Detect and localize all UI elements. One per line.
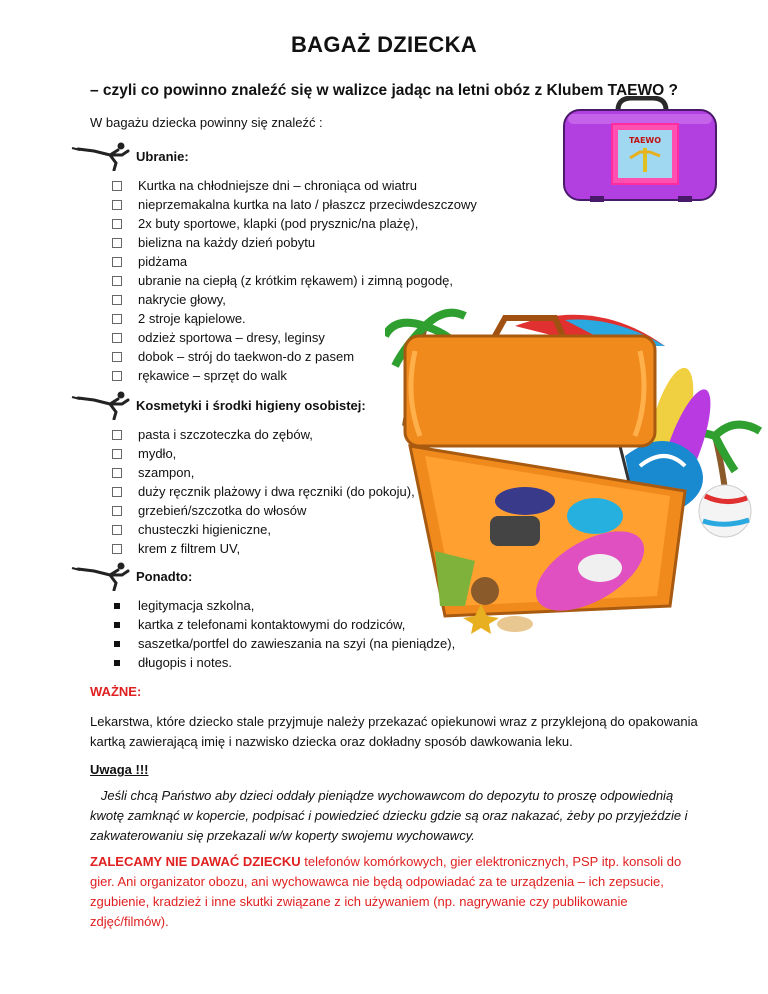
section-heading-other: Ponadto: bbox=[70, 561, 192, 591]
list-item: legitymacja szkolna, bbox=[112, 596, 455, 615]
list-item: 2 stroje kąpielowe. bbox=[112, 309, 477, 328]
taekwondo-kicker-icon bbox=[70, 561, 132, 591]
warning-text: ZALECAMY NIE DAWAĆ DZIECKU telefonów komórkowych, gier elektronicznych, PSP itp. konsoli do gier. Ani organizator obozu, ani wychowawca nie będą odpowiadać za te urządzenia – ich zepsucie, zgubienie, kradzież i inne skutki związane z ich używaniem (np. nagrywanie czy publikowanie zdjęć/filmów). bbox=[90, 854, 682, 929]
checkbox-icon bbox=[112, 506, 122, 516]
checkbox-icon bbox=[112, 181, 122, 191]
list-item: rękawice – sprzęt do walk bbox=[112, 366, 477, 385]
list-item: 2x buty sportowe, klapki (pod prysznic/na plażę), bbox=[112, 214, 477, 233]
list-item: bielizna na każdy dzień pobytu bbox=[112, 233, 477, 252]
checkbox-icon bbox=[112, 371, 122, 381]
checkbox-icon bbox=[112, 544, 122, 554]
list-item: krem z filtrem UV, bbox=[112, 539, 415, 558]
important-text: Lekarstwa, które dziecko stale przyjmuje należy przekazać opiekunowi wraz z przyklejoną do opakowania kartką zawierającą imię i nazwisko dziecka oraz dokładny sposób dawkowania leku. bbox=[90, 714, 698, 749]
important-label: WAŻNE: bbox=[90, 684, 142, 699]
checkbox-icon bbox=[112, 430, 122, 440]
checkbox-icon bbox=[112, 525, 122, 535]
bullet-icon bbox=[114, 641, 120, 647]
note-text: Jeśli chcą Państwo aby dzieci oddały pieniądze wychowawcom do depozytu to proszę odpowiednią kwotę zamknąć w kopercie, podpisać i powiedzieć dziecku gdzie są oraz nakazać, żeby po przyjeździe i zakwaterowaniu się przekazali w/w koperty swojemu wychowawcy. bbox=[90, 788, 688, 843]
list-item: kartka z telefonami kontaktowymi do rodziców, bbox=[112, 615, 455, 634]
list-item: dobok – strój do taekwon-do z pasem bbox=[112, 347, 477, 366]
checkbox-icon bbox=[112, 333, 122, 343]
beach-suitcase-illustration bbox=[385, 306, 765, 636]
bullet-icon bbox=[114, 622, 120, 628]
checkbox-icon bbox=[112, 238, 122, 248]
list-item: pidżama bbox=[112, 252, 477, 271]
list-item: ubranie na ciepłą (z krótkim rękawem) i zimną pogodę, bbox=[112, 271, 477, 290]
list-item: odzież sportowa – dresy, leginsy bbox=[112, 328, 477, 347]
list-item: chusteczki higieniczne, bbox=[112, 520, 415, 539]
section-heading-hygiene: Kosmetyki i środki higieny osobistej: bbox=[70, 390, 366, 420]
taekwondo-kicker-icon bbox=[70, 390, 132, 420]
list-item: pasta i szczoteczka do zębów, bbox=[112, 425, 415, 444]
section-heading-clothes: Ubranie: bbox=[70, 141, 189, 171]
checkbox-icon bbox=[112, 219, 122, 229]
checkbox-icon bbox=[112, 487, 122, 497]
checkbox-icon bbox=[112, 468, 122, 478]
checkbox-icon bbox=[112, 352, 122, 362]
bullet-icon bbox=[114, 603, 120, 609]
checkbox-icon bbox=[112, 276, 122, 286]
list-item: duży ręcznik plażowy i dwa ręczniki (do pokoju), bbox=[112, 482, 415, 501]
checkbox-icon bbox=[112, 200, 122, 210]
hygiene-list bbox=[112, 425, 415, 558]
list-item: Kurtka na chłodniejsze dni – chroniąca od wiatru bbox=[112, 176, 477, 195]
checkbox-icon bbox=[112, 257, 122, 267]
list-item: nieprzemakalna kurtka na lato / płaszcz przeciwdeszczowy bbox=[112, 195, 477, 214]
page-title: BAGAŻ DZIECKA bbox=[290, 32, 477, 57]
checkbox-icon bbox=[112, 449, 122, 459]
page-subtitle: – czyli co powinno znaleźć się w walizce jadąc na letni obóz z Klubem TAEWO ? bbox=[90, 82, 678, 99]
note-label: Uwaga !!! bbox=[90, 762, 149, 777]
intro-text: W bagażu dziecka powinny się znaleźć : bbox=[90, 115, 323, 130]
list-item: długopis i notes. bbox=[112, 653, 455, 672]
list-item: nakrycie głowy, bbox=[112, 290, 477, 309]
bullet-icon bbox=[114, 660, 120, 666]
suitcase-taewo-label: TAEWO bbox=[628, 136, 662, 145]
list-item: szampon, bbox=[112, 463, 415, 482]
checkbox-icon bbox=[112, 295, 122, 305]
checkbox-icon bbox=[112, 314, 122, 324]
list-item: grzebień/szczotka do włosów bbox=[112, 501, 415, 520]
list-item: saszetka/portfel do zawieszania na szyi (na pieniądze), bbox=[112, 634, 455, 653]
taekwondo-kicker-icon bbox=[70, 141, 132, 171]
suitcase-logo-image bbox=[560, 96, 720, 204]
list-item: mydło, bbox=[112, 444, 415, 463]
warning-lead: ZALECAMY NIE DAWAĆ DZIECKU bbox=[90, 854, 301, 869]
